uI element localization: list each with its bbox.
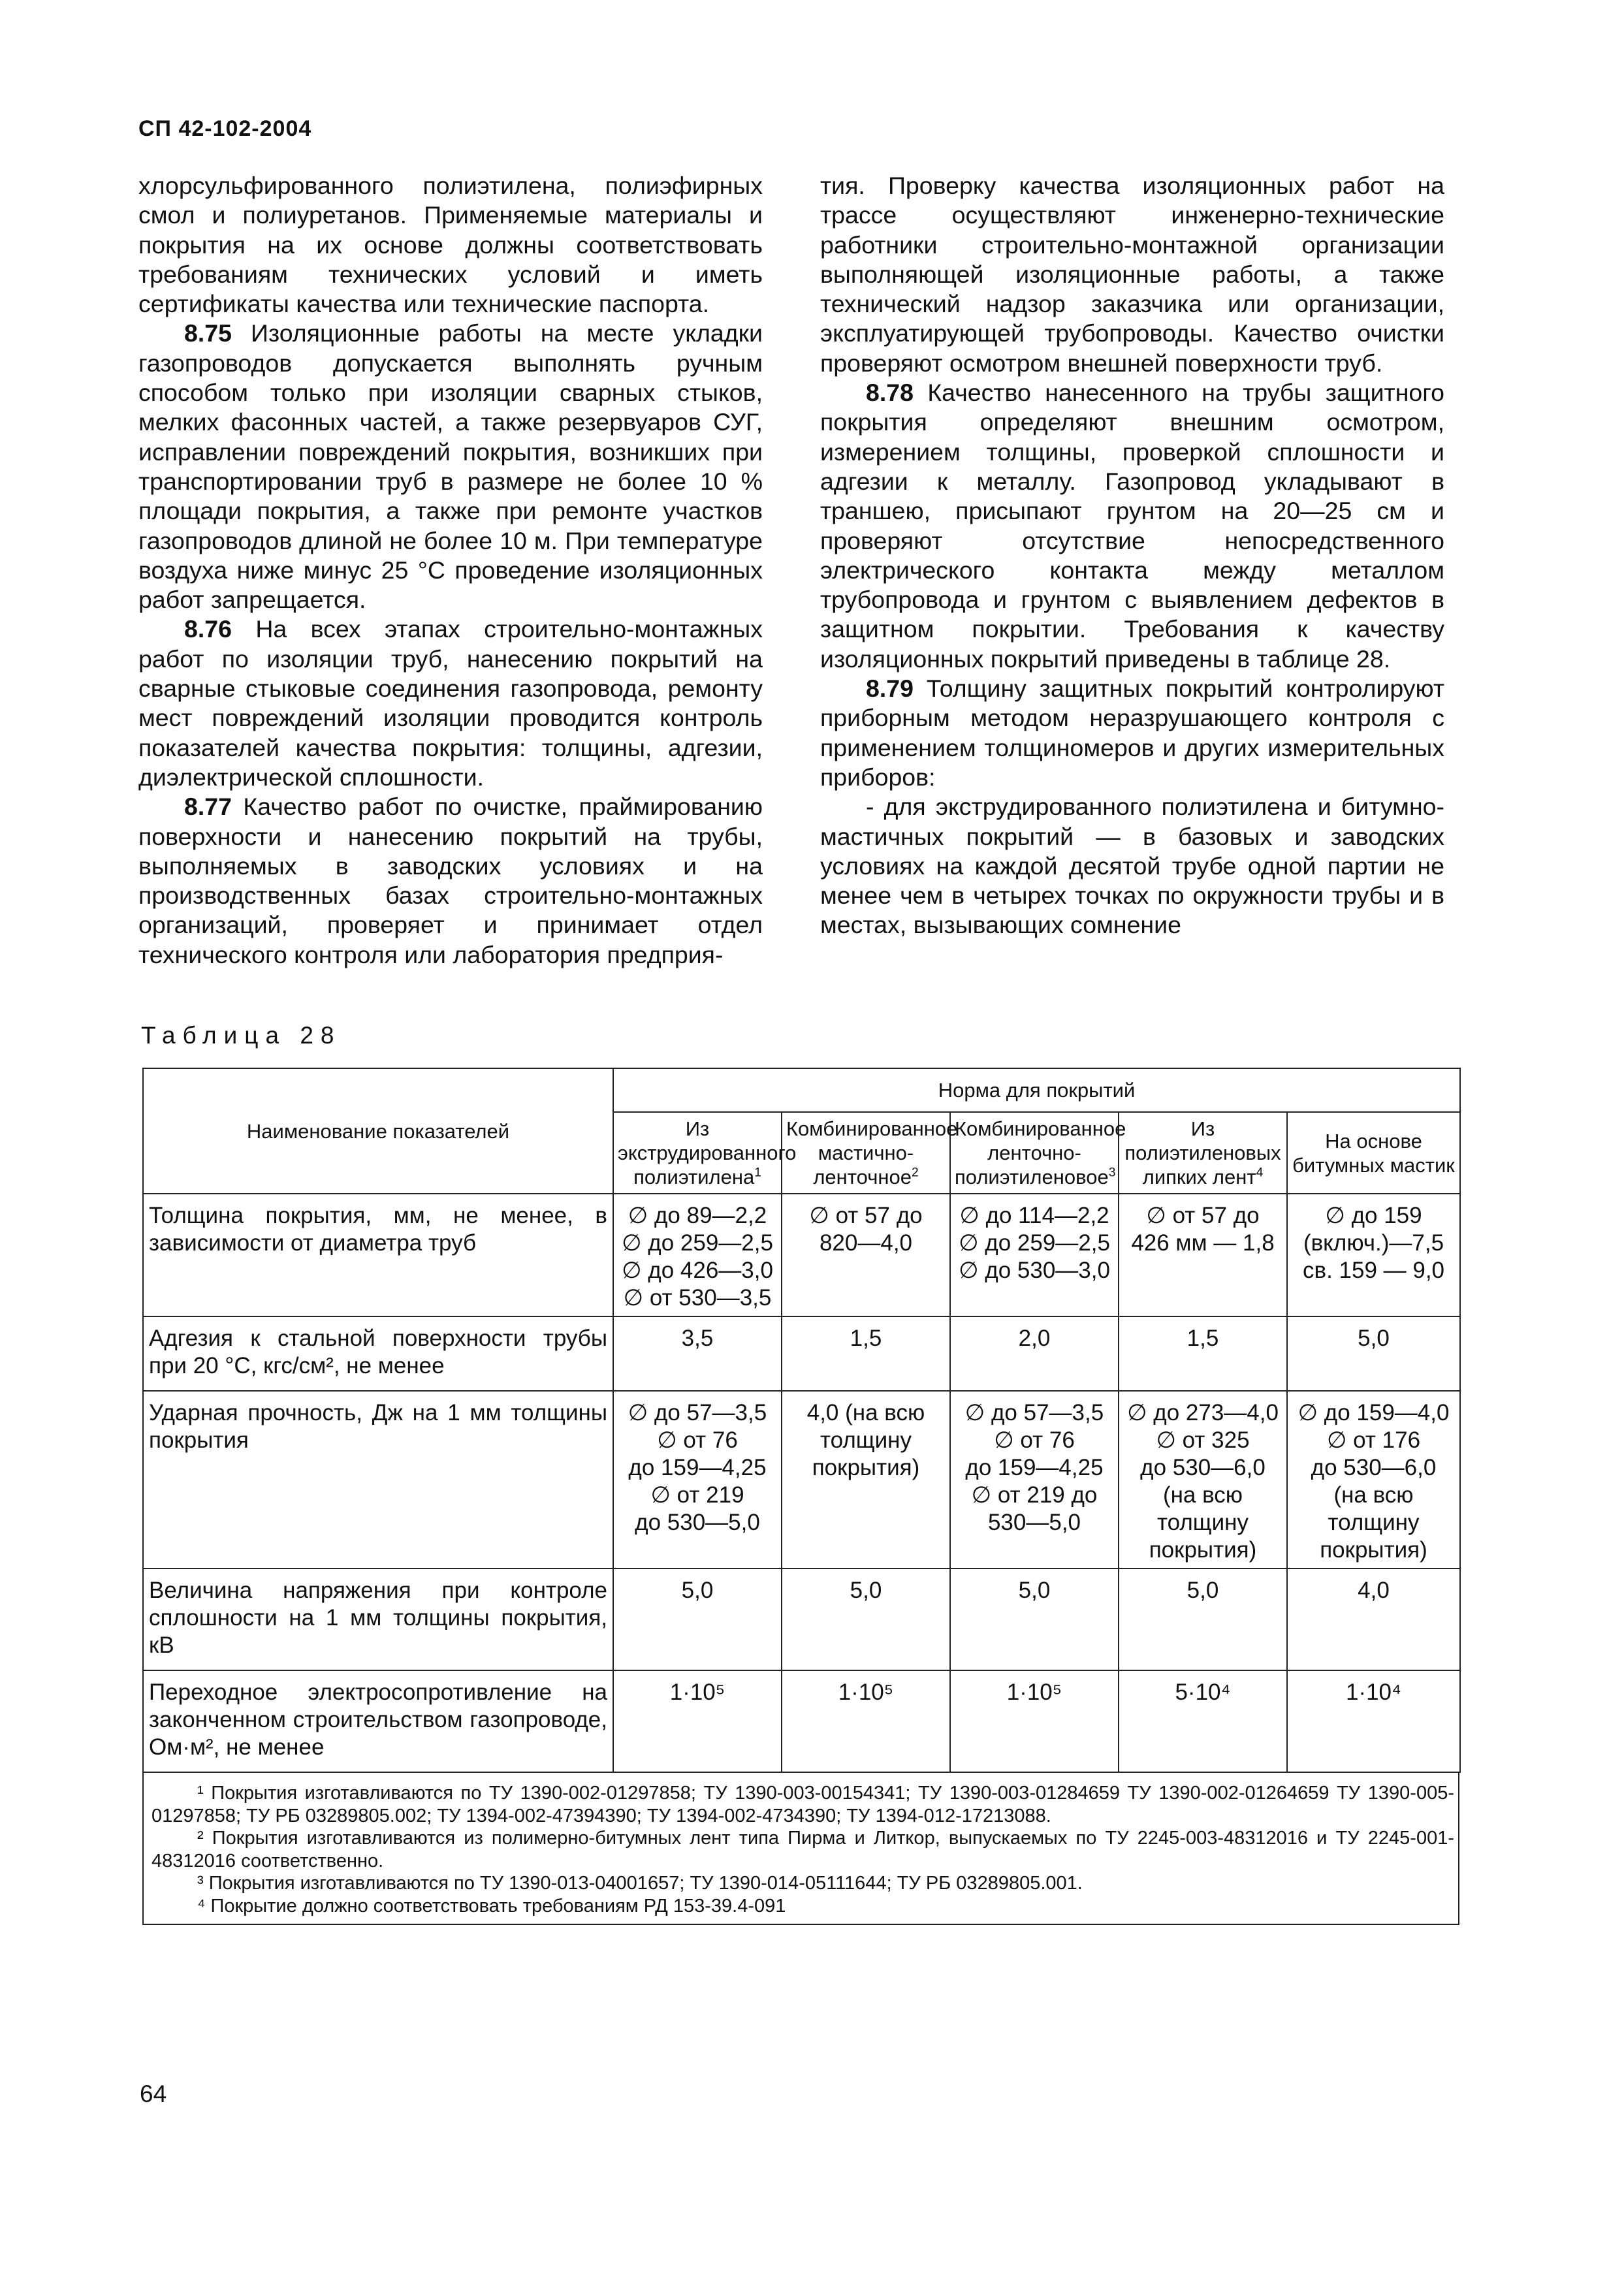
- paragraph-number: 8.76: [184, 615, 232, 643]
- column-header-text: Комбинированное ленточно-полиэтиленовое: [955, 1117, 1126, 1188]
- norm-value-line: ∅ от 57 до: [1146, 1203, 1260, 1228]
- norm-value-cell: [1119, 1194, 1287, 1316]
- table-row: [143, 1568, 1460, 1670]
- norm-value-line: толщину: [820, 1427, 912, 1453]
- page-number: 64: [140, 2080, 167, 2107]
- norm-value-line: толщину: [1328, 1510, 1420, 1535]
- norm-value-line: ∅ до 114—2,2: [959, 1203, 1109, 1228]
- norm-value-line: ∅ от 325: [1156, 1427, 1250, 1453]
- norm-value-cell: [613, 1670, 782, 1772]
- norm-value-line: ∅ от 57 до: [809, 1203, 923, 1228]
- norm-value-cell: [613, 1316, 782, 1391]
- column-header-coating: [950, 1112, 1126, 1194]
- paragraph: [138, 792, 763, 970]
- norm-value-cell: [1119, 1316, 1287, 1391]
- left-column: [138, 171, 763, 970]
- two-column-text: [138, 171, 1444, 970]
- table-caption: Таблица 28: [141, 1022, 342, 1049]
- paragraph-number: 8.77: [184, 793, 232, 821]
- paragraph-text: Изоляционные работы на месте укладки газопроводов допускается выполнять ручным способом только при изоляции сварных стыков, мелких фасонных частей, а также резервуаров СУГ, исправлении повреждений покрытия, возникших при транспортировании труб в размере не более 10 % площади покрытия, а также при ремонте участков газопроводов длиной не более 10 м. При температуре воздуха ниже минус 25 °С проведение изоляционных работ запрещается.: [138, 319, 763, 614]
- paragraph-text: Качество нанесенного на трубы защитного покрытия определяют внешним осмотром, измерением толщины, проверкой сплошности и адгезии к металлу. Газопровод укладывают в траншею, присыпают грунтом на 20—25 см и проверяют отсутствие непосредственного электрического контакта между металлом трубопровода и грунтом с выявлением дефектов в защитном покрытии. Требования к качеству изоляционных покрытий приведены в таблице 28.: [820, 379, 1444, 673]
- paragraph-number: 8.78: [866, 379, 914, 407]
- column-header-coating: [1119, 1112, 1287, 1194]
- norm-value-line: ∅ до 530—3,0: [959, 1258, 1110, 1283]
- norm-value-line: 820—4,0: [819, 1230, 913, 1256]
- paragraph-number: 8.79: [866, 675, 914, 703]
- table-container: [142, 1068, 1459, 1925]
- indicator-name: Переходное электросопротивление на законченном строительством газопроводе, Ом·м², не менее: [143, 1670, 613, 1772]
- norm-value-line: до 530—6,0: [1311, 1455, 1437, 1480]
- footnote-marker: 2: [911, 1166, 919, 1180]
- paragraph: [820, 378, 1444, 674]
- norm-value-cell: [782, 1568, 950, 1670]
- table-row: [143, 1391, 1460, 1568]
- indicator-name: Толщина покрытия, мм, не менее, в зависимости от диаметра труб: [143, 1194, 613, 1316]
- column-header-coating: [1287, 1112, 1460, 1194]
- norm-value-line: покрытия): [1320, 1537, 1427, 1563]
- norm-value-line: 4,0 (на всю: [806, 1400, 925, 1425]
- coating-norms-table: [142, 1068, 1461, 1773]
- norm-value-line: ∅ от 76: [657, 1427, 738, 1453]
- norm-value-line: 1·10⁵: [1006, 1679, 1062, 1705]
- norm-value-line: ∅ от 176: [1326, 1427, 1421, 1453]
- paragraph: [138, 171, 763, 319]
- table-row: [143, 1316, 1460, 1391]
- norm-value-line: до 159—4,25: [965, 1455, 1104, 1480]
- norm-value-cell: [1119, 1670, 1287, 1772]
- norm-value-line: ∅ от 219 до: [971, 1482, 1098, 1508]
- group-header: Норма для покрытий: [613, 1068, 1460, 1112]
- norm-value-line: ∅ от 76: [994, 1427, 1075, 1453]
- norm-value-line: 426 мм — 1,8: [1131, 1230, 1275, 1256]
- norm-value-line: 4,0: [1358, 1578, 1390, 1603]
- indicator-name: Адгезия к стальной поверхности трубы при 20 °С, кгс/см², не менее: [143, 1316, 613, 1391]
- norm-value-cell: [950, 1194, 1119, 1316]
- norm-value-line: 1·10⁵: [838, 1679, 894, 1705]
- paragraph-text: Качество работ по очистке, праймированию поверхности и нанесению покрытий на трубы, выполняемых в заводских условиях и на производственных базах строительно-монтажных организаций, проверяет и принимает отдел технического контроля или лаборатория предприя-: [138, 793, 763, 968]
- paragraph: [138, 614, 763, 792]
- norm-value-line: 2,0: [1018, 1326, 1051, 1351]
- norm-value-cell: [1287, 1194, 1460, 1316]
- footnote-marker: 4: [1256, 1166, 1264, 1180]
- paragraph: [820, 792, 1444, 940]
- norm-value-line: ∅ до 57—3,5: [964, 1400, 1104, 1425]
- norm-value-line: толщину: [1157, 1510, 1249, 1535]
- norm-value-cell: [782, 1391, 950, 1568]
- footnote: ⁴ Покрытие должно соответствовать требованиям РД 153-39.4-091: [197, 1895, 786, 1917]
- norm-value-line: (на всю: [1162, 1482, 1243, 1508]
- paragraph-text: тия. Проверку качества изоляционных работ на трассе осуществляют инженерно-технические работники строительно-монтажной организации выполняющей изоляционные работы, а также технический надзор заказчика или организации, эксплуатирующей трубопроводы. Качество очистки проверяют осмотром внешней поверхности труб.: [820, 172, 1444, 377]
- footnote-marker: 1: [754, 1166, 761, 1180]
- column-header-coating: [613, 1112, 797, 1194]
- norm-value-line: до 530—6,0: [1140, 1455, 1266, 1480]
- norm-value-cell: [950, 1316, 1119, 1391]
- norm-value-line: ∅ до 89—2,2: [628, 1203, 767, 1228]
- document-code: СП 42-102-2004: [138, 116, 312, 141]
- norm-value-line: 5,0: [1186, 1578, 1219, 1603]
- norm-value-line: ∅ до 57—3,5: [628, 1400, 767, 1425]
- norm-value-line: 1,5: [1186, 1326, 1219, 1351]
- norm-value-cell: [950, 1391, 1119, 1568]
- norm-value-line: до 159—4,25: [628, 1455, 767, 1480]
- norm-value-line: (на всю: [1333, 1482, 1414, 1508]
- norm-value-cell: [782, 1670, 950, 1772]
- column-header-name: Наименование показателей: [143, 1068, 613, 1194]
- norm-value-cell: [1287, 1568, 1460, 1670]
- column-header-coating: [782, 1112, 958, 1194]
- table-row: [143, 1194, 1460, 1316]
- column-header-text: Комбинированное мастично-ленточное: [786, 1117, 958, 1188]
- norm-value-cell: [950, 1568, 1119, 1670]
- norm-value-line: ∅ до 159: [1325, 1203, 1422, 1228]
- paragraph: [138, 319, 763, 614]
- norm-value-line: 3,5: [681, 1326, 714, 1351]
- norm-value-line: до 530—5,0: [635, 1510, 760, 1535]
- norm-value-line: покрытия): [1149, 1537, 1257, 1563]
- norm-value-line: ∅ до 259—2,5: [959, 1230, 1110, 1256]
- column-header-text: Из экструдированного полиэтилена: [618, 1117, 797, 1188]
- norm-value-cell: [1119, 1568, 1287, 1670]
- footnote: ³ Покрытия изготавливаются по ТУ 1390-013-04001657; ТУ 1390-014-05111644; ТУ РБ 03289805.001.: [197, 1873, 1083, 1894]
- paragraph: [820, 171, 1444, 378]
- norm-value-cell: [613, 1391, 782, 1568]
- norm-value-cell: [782, 1316, 950, 1391]
- norm-value-line: 5,0: [681, 1578, 714, 1603]
- norm-value-line: 1,5: [850, 1326, 882, 1351]
- right-column: [820, 171, 1444, 970]
- norm-value-line: 1·10⁴: [1345, 1679, 1402, 1705]
- footnote: ² Покрытия изготавливаются из полимерно-битумных лент типа Пирма и Литкор, выпускаемых по ТУ 2245-003-48312016 и ТУ 2245-001-48312016 соответственно.: [151, 1828, 1454, 1871]
- norm-value-line: (включ.)—7,5: [1303, 1230, 1444, 1256]
- norm-value-cell: [782, 1194, 950, 1316]
- table-row: [143, 1670, 1460, 1772]
- norm-value-cell: [1119, 1391, 1287, 1568]
- norm-value-line: 5,0: [1018, 1578, 1051, 1603]
- paragraph-text: На всех этапах строительно-монтажных работ по изоляции труб, нанесению покрытий на сварные стыковые соединения газопровода, ремонту мест повреждений изоляции проводится контроль показателей качества покрытия: толщины, адгезии, диэлектрической сплошности.: [138, 615, 763, 791]
- footnote-marker: 3: [1108, 1166, 1116, 1180]
- norm-value-line: ∅ от 530—3,5: [623, 1285, 772, 1311]
- table-footnotes: [142, 1773, 1459, 1925]
- paragraph-number: 8.75: [184, 319, 232, 347]
- indicator-name: Ударная прочность, Дж на 1 мм толщины покрытия: [143, 1391, 613, 1568]
- norm-value-cell: [613, 1194, 782, 1316]
- norm-value-line: ∅ до 426—3,0: [622, 1258, 773, 1283]
- norm-value-line: ∅ до 259—2,5: [622, 1230, 773, 1256]
- norm-value-line: 530—5,0: [987, 1510, 1081, 1535]
- norm-value-line: св. 159 — 9,0: [1302, 1258, 1445, 1283]
- norm-value-cell: [1287, 1316, 1460, 1391]
- norm-value-line: 5,0: [850, 1578, 882, 1603]
- norm-value-cell: [613, 1568, 782, 1670]
- paragraph: [820, 674, 1444, 792]
- paragraph-text: Толщину защитных покрытий контролируют приборным методом неразрушающего контроля с применением толщиномеров и других измерительных приборов:: [820, 675, 1444, 791]
- paragraph-text: хлорсульфированного полиэтилена, полиэфирных смол и полиуретанов. Применяемые материалы и покрытия на их основе должны соответствовать требованиям технических условий и иметь сертификаты качества или технические паспорта.: [138, 172, 763, 318]
- paragraph-text: - для экструдированного полиэтилена и битумно-мастичных покрытий — в базовых и заводских условиях на каждой десятой трубе одной партии не менее чем в четырех точках по окружности трубы и в местах, вызывающих сомнение: [820, 793, 1444, 939]
- norm-value-cell: [1287, 1670, 1460, 1772]
- column-header-text: На основе битумных мастик: [1292, 1129, 1455, 1177]
- norm-value-line: ∅ от 219: [650, 1482, 744, 1508]
- indicator-name: Величина напряжения при контроле сплошности на 1 мм толщины покрытия, кВ: [143, 1568, 613, 1670]
- norm-value-line: ∅ до 159—4,0: [1298, 1400, 1450, 1425]
- column-header-text: Из полиэтиленовых липких лент: [1124, 1117, 1281, 1188]
- norm-value-line: 5·10⁴: [1175, 1679, 1231, 1705]
- footnote: ¹ Покрытия изготавливаются по ТУ 1390-002-01297858; ТУ 1390-003-00154341; ТУ 1390-003-01284659 ТУ 1390-002-01264659 ТУ 1390-005-01297858; ТУ РБ 03289805.002; ТУ 1394-002-47394390; ТУ 1394-002-4734390; ТУ 1394-012-17213088.: [151, 1783, 1454, 1826]
- norm-value-cell: [950, 1670, 1119, 1772]
- norm-value-line: покрытия): [812, 1455, 920, 1480]
- norm-value-line: ∅ до 273—4,0: [1127, 1400, 1279, 1425]
- norm-value-line: 1·10⁵: [669, 1679, 725, 1705]
- norm-value-line: 5,0: [1358, 1326, 1390, 1351]
- norm-value-cell: [1287, 1391, 1460, 1568]
